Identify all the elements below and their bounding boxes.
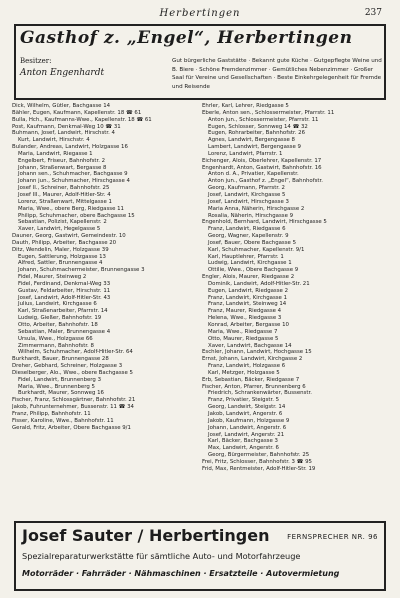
directory-entry: Dominik, Landwirt, Adolf-Hitler-Str. 21 [208, 280, 310, 287]
directory-entry: Karl, Metzger, Holzgasse 5 [208, 369, 280, 376]
directory-entry: Burkhardt, Bauer, Brunnengasse 28 [12, 356, 109, 363]
advertisement-gasthof-engel [14, 24, 386, 100]
directory-entry: Ernst, Johann, Landwirt, Kirchgasse 2 [202, 356, 303, 363]
directory-entry: Karl, Straßenarbeiter, Pfarrstr. 14 [18, 308, 108, 315]
directory-entry: Karl, Bäcker, Bachgasse 3 [208, 438, 278, 445]
directory-entry: Fidel, Maurer, Steinweg 2 [18, 274, 87, 281]
directory-entry: Agnes, Landwirt, Bergengasse 8 [208, 137, 295, 144]
directory-entry: Karl, Schuhmacher, Kapellenstr. 9/1 [208, 246, 305, 253]
directory-entry: Franz, Landwirt, Kirchgasse 1 [208, 294, 288, 301]
directory-entry: Bulander, Andreas, Landwirt, Holzgasse 16 [12, 144, 128, 151]
directory-entry: Eschler, Johann, Landwirt, Hochgasse 15 [202, 349, 312, 356]
directory-entry: Engenhold, Bernhard, Landwirt, Hirschgasse 5 [202, 219, 327, 226]
directory-entry: Konrad, Arbeiter, Bergasse 10 [208, 322, 289, 328]
directory-entry: Lorenz, Straßenwart, Mittelgasse 1 [18, 198, 112, 205]
directory-entry: Georg, Kaufmann, Pfarrstr. 2 [208, 185, 285, 192]
directory-entry: Julius, Landwirt, Kirchgasse 6 [18, 301, 97, 308]
directory-entry: Ludwig, Gießer, Bahnhofstr. 19 [18, 315, 102, 322]
page-header [14, 8, 386, 22]
directory-entry: Franz, Maurer, Riedgasse 4 [208, 308, 282, 315]
directory-entry: Maria Anna, Näherin, Hirschgasse 2 [208, 205, 305, 212]
ad-owner-label: Besitzer: [20, 57, 52, 65]
advertisement-josef-sauter [14, 521, 386, 591]
directory-entry: Eichenger, Alois, Oberlehrer, Kapellenstr. 17 [202, 157, 322, 164]
directory-entry: Lorenz, Landwirt, Pfarrstr. 1 [208, 150, 283, 157]
directory-listing [12, 103, 388, 515]
directory-entry: Otto, Arbeiter, Bahnhofstr. 18 [18, 322, 98, 328]
directory-entry: Wilhelm, Schuhmacher, Adolf-Hitler-Str. 64 [18, 349, 133, 356]
directory-entry: Maria, Landwirt, Riegasse 1 [18, 150, 93, 157]
ad-owner-name: Anton Engenhardt [20, 68, 105, 78]
directory-entry: Ottilie, Wwe., Obere Bachgasse 9 [208, 267, 299, 274]
directory-entry: Josef, Bauer, Obere Bachgasse 5 [208, 239, 297, 246]
directory-entry: Engenhardt, Anton, Gastwirt, Bahnhofstr. 16 [202, 164, 322, 171]
directory-entry: Fidel, Landwirt, Brunnenberg 3 [18, 376, 101, 383]
directory-entry: Dick, Wilhelm, Gütler, Bachgasse 14 [12, 103, 111, 109]
directory-entry: Maria, Wwe., Riedgasse 7 [208, 328, 278, 335]
directory-entry: Zimmermann, Bahnhofstr. 8 [18, 342, 94, 349]
directory-entry: Friedrich, Schrankenwärter, Bussenstr. [208, 390, 312, 397]
directory-entry: Ludwig, Landwirt, Kirchgasse 1 [208, 260, 292, 267]
directory-entry: Eberle, Anton sen., Schlossermeister, Pfarrstr. 11 [202, 109, 335, 116]
directory-entry: Frid, Max, Rentmeister, Adolf-Hitler-Str. 19 [202, 465, 316, 472]
directory-entry: Karl, Hauptlehrer, Pfarrstr. 1 [208, 253, 284, 260]
directory-entry: Sebastian, Polizist, Kapellenstr. 2 [18, 219, 107, 226]
directory-entry: Gustav, Feldarbeiter, Hirschstr. 11 [18, 287, 111, 294]
directory-entry: Josef III., Maurer, Adolf-Hitler-Str. 4 [18, 191, 111, 198]
directory-entry: Philipp, Schuhmacher, obere Bachgasse 15 [18, 212, 135, 219]
directory-entry: Josef, Landwirt, Hirschgasse 3 [208, 198, 289, 205]
ad-description: Gut bürgerliche Gaststätte · Bekannt gute Küche · Gutgepflegte Weine und B. Biere · Schöne Fremdenzimmer · Gemütliches Nebenzimmer · Großer Saal für Vereine und Gesellschaften · Beste Einkehrgelegenheit für Fremde und Reisende [172, 58, 382, 90]
directory-entry: Kurt, Landwirt, Hirschstr. 4 [18, 137, 90, 144]
directory-entry: Eugen, Sattlerung, Holzgasse 13 [18, 253, 106, 260]
directory-entry: Fisser, Karoline, Wwe., Bahnhofstr. 11 [12, 417, 114, 424]
directory-entry: Josef, Landwirt, Kirchgasse 5 [208, 191, 286, 198]
ad-tagline: Spezialreparaturwerkstätte für sämtliche Auto- und Motorfahrzeuge [22, 551, 301, 561]
directory-entry: Engler, Alois, Maurer, Riedgasse 2 [202, 274, 295, 281]
directory-entry: Lambert, Landwirt, Bergengasse 9 [208, 144, 301, 151]
ad-business-name: Gasthof z. „Engel“, Herbertingen [20, 28, 353, 48]
directory-entry: Anton d. A., Privatier, Kapellenstr. [208, 171, 299, 178]
directory-entry: Rosalia, Näherin, Hirschgasse 9 [208, 212, 294, 219]
directory-entry: Dauth, Philipp, Arbeiter, Bachgasse 20 [12, 239, 117, 246]
directory-entry: Georg, Wagner, Kapellenstr. 9 [208, 233, 289, 240]
directory-entry: Maria, Wwe., Brunnenberg 5 [18, 383, 95, 390]
ad-business-name: Josef Sauter / Herbertingen [22, 526, 270, 545]
directory-entry: Franz, Philipp, Bahnhofstr. 11 [12, 410, 91, 417]
directory-entry: Eugen, Landwirt, Riedgasse 2 [208, 287, 288, 294]
directory-entry: Franz, Landwirt, Steinweg 14 [208, 301, 287, 308]
ad-services: Motorräder · Fahrräder · Nähmaschinen · Ersatzteile · Autovermietung [22, 569, 340, 578]
directory-entry: Erb, Sebastian, Bäcker, Riedgasse 7 [202, 376, 300, 383]
directory-entry: Josef, Landwirt, Adolf-Hitler-Str. 43 [18, 294, 111, 301]
directory-entry: Ditz, Wendelin, Maler, Holzgasse 39 [12, 246, 109, 253]
directory-entry: Josef II., Schreiner, Bahnhofstr. 25 [18, 185, 110, 192]
directory-column-right [202, 103, 388, 473]
directory-entry: Frei, Fritz, Schlosser, Bahnhofstr. 3 ☎ 95 [202, 458, 312, 465]
directory-entry: Max, Landwirt, Angerstr. 6 [208, 445, 279, 452]
directory-entry: Eugen, Rohrarbeiter, Bahnhofstr. 26 [208, 130, 306, 137]
page-title: Herbertingen [159, 8, 241, 19]
directory-column-left [12, 103, 198, 432]
directory-entry: Johann, Landwirt, Angerstr. 6 [208, 424, 287, 431]
directory-entry: Eugen, Schlosser, Sonnweg 14 ☎ 32 [208, 123, 308, 130]
directory-entry: Jakob, Landwirt, Angerstr. 6 [208, 410, 283, 417]
directory-entry: Otto, Maurer, Riedgasse 5 [208, 335, 279, 342]
directory-entry: Franz, Privatier, Steigstr. 5 [208, 397, 280, 404]
directory-entry: Georg, Bürgermeister, Bahnhofstr. 25 [208, 452, 310, 459]
directory-entry: Jakob, Kaufmann, Holzgasse 9 [208, 417, 290, 424]
directory-entry: Xaver, Landwirt, Bachgasse 14 [208, 342, 292, 349]
directory-entry: Johann, Straßenwart, Bergasse 8 [18, 164, 107, 171]
directory-entry: Helena, Wwe., Riedgasse 3 [208, 315, 282, 322]
directory-entry: Maria, Wwe., obere Berg, Riedgasse 11 [18, 205, 124, 212]
ad-phone: FERNSPRECHER NR. 96 [287, 533, 378, 541]
directory-entry: Sebastian, Maler, Brunnengasse 4 [18, 328, 111, 335]
directory-entry: Franz, Landwirt, Riedgasse 6 [208, 226, 286, 233]
directory-entry: Burkhardt, Maurer, Sonnweg 16 [18, 390, 104, 397]
page-number: 237 [364, 8, 382, 18]
directory-entry: Xaver, Landwirt, Hegelgasse 5 [18, 226, 101, 233]
directory-entry: Anton jun., Schlossermeister, Pfarrstr. 11 [208, 116, 319, 123]
directory-entry: Ehrler, Karl, Lehrer, Riedgasse 5 [202, 103, 289, 109]
directory-entry: Fidel, Ferdinand, Denkmal-Weg 33 [18, 280, 111, 287]
directory-entry: Josef, Landwirt, Angerstr. 21 [208, 431, 285, 438]
directory-entry: Ursula, Wwe., Holzgasse 66 [18, 335, 93, 342]
directory-entry: Jakob, Fuhrunternehmer, Bussenstr. 11 ☎ 34 [12, 404, 134, 411]
directory-entry: Bähler, Eugen, Kaufmann, Kapellenstr. 18 ☎ 61 [12, 109, 142, 116]
directory-entry: Johann jun., Schuhmacher, Hirschgasse 4 [18, 178, 130, 185]
directory-entry: Dauner, Georg, Gastwirt, Gemeindestr. 10 [12, 233, 126, 240]
directory-entry: Johann, Schuhmachermeister, Brunnengasse 3 [18, 267, 145, 274]
directory-entry: Anton jun., Gasthof z. „Engel“, Bahnhofstr. [208, 178, 323, 185]
directory-entry: Bulla, Hch., Kaufmanns-Wwe., Kapellenstr. 18 ☎ 61 [12, 116, 152, 123]
directory-entry: Alfred, Sattler, Brunnengasse 4 [18, 260, 103, 267]
directory-entry: Georg, Landwirt, Steigstr. 14 [208, 404, 286, 411]
directory-entry: Johann sen., Schuhmacher, Bachgasse 9 [18, 171, 128, 178]
directory-entry: Fischer, Franz, Schlossgärtner, Bahnhofstr. 21 [12, 397, 136, 404]
directory-entry: Engelbert, Friseur, Bahnhofstr. 2 [18, 157, 106, 164]
directory-entry: Post, Kaufmann, Denkmal-Weg 10 ☎ 31 [12, 123, 121, 130]
directory-entry: Gerald, Fritz, Arbeiter, Obere Bachgasse 9/1 [12, 424, 131, 431]
directory-entry: Buhmann, Josef, Landwirt, Hirschstr. 4 [12, 130, 115, 137]
directory-entry: Fischer, Anton, Pfarrer, Brunnenberg 6 [202, 383, 306, 390]
directory-entry: Franz, Landwirt, Holzgasse 6 [208, 363, 286, 370]
directory-entry: Dreher, Gebhard, Schreiner, Holzgasse 3 [12, 363, 123, 370]
directory-entry: Dieselberger, Alo., Wwe., obere Bachgasse 5 [12, 369, 133, 376]
